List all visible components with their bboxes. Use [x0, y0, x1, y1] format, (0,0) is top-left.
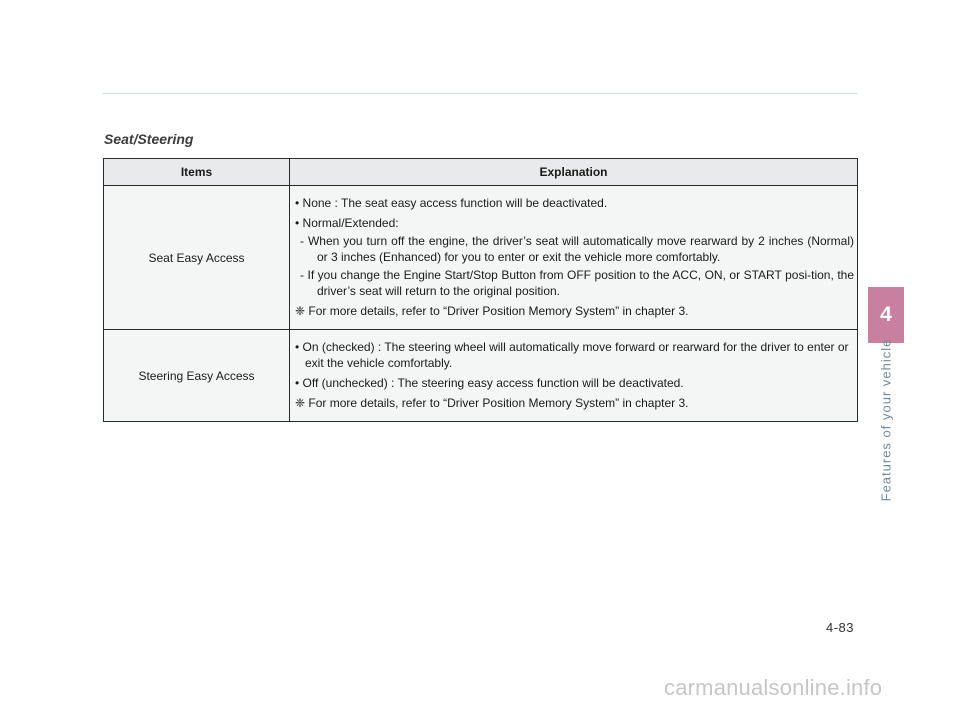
explanation-line: • None : The seat easy access function will be deactivated.	[295, 196, 608, 210]
explanation-line: • Off (unchecked) : The steering easy access function will be deactivated.	[295, 376, 684, 390]
watermark: carmanualsonline.info	[664, 675, 883, 700]
table-row-seat-easy-access	[104, 186, 858, 330]
explanation-line: • Normal/Extended:	[295, 216, 399, 230]
page-number: 4-83	[826, 620, 855, 635]
explanation-note: ❈ For more details, refer to “Driver Position Memory System” in chapter 3.	[295, 304, 689, 318]
explanation-note: ❈ For more details, refer to “Driver Position Memory System” in chapter 3.	[295, 396, 689, 410]
explanation-seat-easy-access	[290, 186, 858, 330]
item-seat-easy-access: Seat Easy Access	[104, 186, 290, 330]
top-divider	[103, 93, 857, 94]
section-title: Seat/Steering	[104, 131, 194, 147]
header-explanation: Explanation	[290, 159, 858, 186]
explanation-line: • On (checked) : The steering wheel will automatically move forward or rearward for the driver to enter or exit the vehicle comfortably.	[295, 340, 849, 370]
settings-table	[103, 158, 858, 422]
table-row-steering-easy-access	[104, 330, 858, 422]
table-header-row	[104, 159, 858, 186]
item-steering-easy-access: Steering Easy Access	[104, 330, 290, 422]
explanation-line: - If you change the Engine Start/Stop Button from OFF position to the ACC, ON, or START posi-tion, the driver’s seat will return to the original position.	[300, 268, 854, 298]
chapter-label: Features of your vehicle	[878, 338, 894, 502]
header-items: Items	[104, 159, 290, 186]
explanation-steering-easy-access	[290, 330, 858, 422]
explanation-line: - When you turn off the engine, the driver’s seat will automatically move rearward by 2 inches (Normal) or 3 inches (Enhanced) for you to enter or exit the vehicle more comfortably.	[300, 234, 854, 264]
chapter-tab: 4	[868, 287, 904, 343]
